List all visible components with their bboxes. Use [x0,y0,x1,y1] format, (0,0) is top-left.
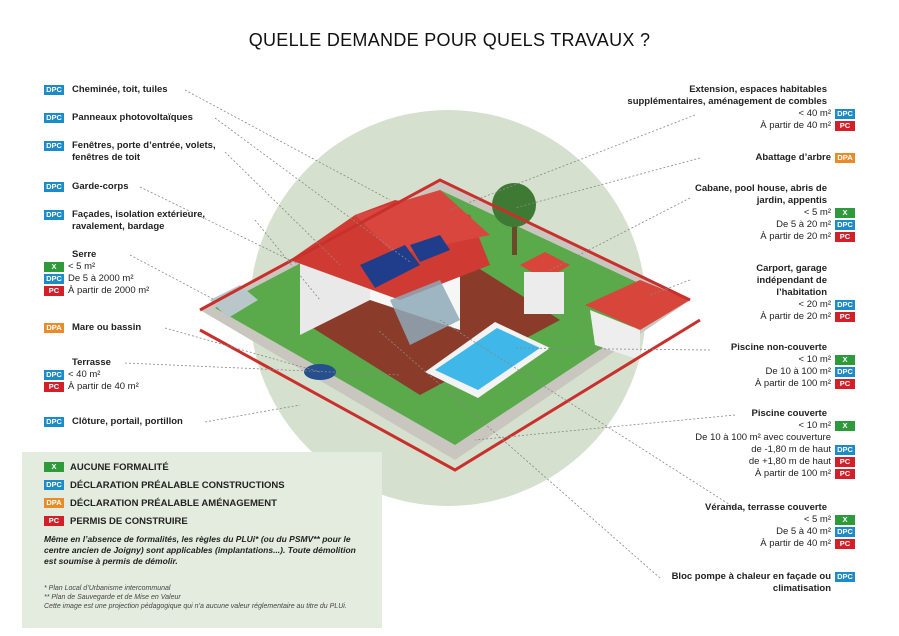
pc-badge: PC [835,232,855,242]
row-text: < 10 m² [798,354,831,365]
item-facades [44,209,264,233]
pc-badge: PC [835,539,855,549]
row-text: À partir de 40 m² [760,120,831,131]
legend-label: PERMIS DE CONSTRUIRE [70,515,188,527]
dpc-badge: DPC [835,220,855,230]
item-title: Abattage d’arbre [755,152,831,163]
item-label: Clôture, portail, portillon [72,416,183,427]
row-text: À partir de 20 m² [760,311,831,322]
page-title: QUELLE DEMANDE POUR QUELS TRAVAUX ? [248,30,651,50]
pc-badge: PC [835,121,855,131]
item-abattage [756,152,856,164]
legend-label: DÉCLARATION PRÉALABLE AMÉNAGEMENT [70,497,277,509]
dpc-badge: DPC [44,85,64,95]
item-extension [615,84,855,132]
item-mare [44,322,141,334]
row-text: De 10 à 100 m² avec couverture [695,432,831,443]
item-piscine-couverte [695,408,855,480]
item-label: Façades, isolation extérieure, ravalement, bardage [72,209,206,232]
pc-badge: PC [835,469,855,479]
row-text: À partir de 20 m² [760,231,831,242]
item-title: Piscine non-couverte [730,342,827,353]
pc-badge: PC [835,312,855,322]
item-title: Serre [72,249,97,260]
item-terrasse [44,357,139,393]
x-badge: X [835,515,855,525]
dpa-badge: DPA [44,498,64,508]
dpc-badge: DPC [835,445,855,455]
footnote: * Plan Local d’Urbanisme intercommunal [44,585,171,592]
item-cheminee [44,84,168,96]
row-text: < 10 m² [798,420,831,431]
row-text: < 5 m² [803,514,831,525]
row-text: À partir de 2000 m² [68,285,150,296]
row-text: < 40 m² [68,369,101,380]
footnote: Cette image est une projection pédagogique qui n’a aucune valeur réglementaire au titre du PLUi. [44,603,347,610]
row-text: De 5 à 2000 m² [68,273,134,284]
dpc-badge: DPC [835,527,855,537]
footnote: ** Plan de Sauvegarde et de Mise en Valeur [44,594,181,601]
item-title: Bloc pompe à chaleur en façade ou climatisation [671,571,831,594]
dpc-badge: DPC [835,109,855,119]
row-text: < 5 m² [68,261,96,272]
item-label: Mare ou bassin [72,322,142,333]
legend-note: Même en l’absence de formalités, les règles du PLUi* (ou du PSMV** pour le centre ancien de Joigny) sont applicables (implantations...). Toute démolition est soumise à permis de démolir. [44,534,356,566]
dpc-badge: DPC [44,141,64,151]
item-panneaux [44,112,193,124]
item-title: Carport, garage indépendant de l’habitation [756,263,827,298]
row-text: De 5 à 20 m² [776,219,831,230]
row-text: À partir de 100 m² [754,378,831,389]
item-serre [44,249,149,297]
legend-panel [22,452,382,628]
item-label: Fenêtres, porte d’entrée, volets, fenêtres de toit [72,140,216,163]
pc-badge: PC [44,286,64,296]
dpc-badge: DPC [44,182,64,192]
item-fenetres [44,140,234,164]
legend-label: DÉCLARATION PRÉALABLE CONSTRUCTIONS [70,479,285,491]
item-title: Extension, espaces habitables supplémentaires, aménagement de combles [627,84,827,107]
x-badge: X [44,462,64,472]
x-badge: X [835,208,855,218]
row-text: À partir de 100 m² [754,468,831,479]
row-text: < 5 m² [803,207,831,218]
item-pompe-chaleur [655,571,855,595]
x-badge: X [835,421,855,431]
item-piscine-non-couverte [731,342,855,390]
item-label: Panneaux photovoltaïques [72,112,193,123]
item-veranda [705,502,855,550]
row-text: À partir de 40 m² [760,538,831,549]
item-carport [715,263,855,323]
dpc-badge: DPC [44,210,64,220]
dpc-badge: DPC [44,480,64,490]
dpc-badge: DPC [44,370,64,380]
pc-badge: PC [835,379,855,389]
row-text: de +1,80 m de haut [748,456,831,467]
dpc-badge: DPC [44,274,64,284]
item-title: Véranda, terrasse couverte [705,502,827,513]
pc-badge: PC [44,516,64,526]
item-garde-corps [44,181,129,193]
dpc-badge: DPC [835,367,855,377]
item-label: Cheminée, toit, tuiles [72,84,168,95]
legend-label: AUCUNE FORMALITÉ [70,461,169,473]
pc-badge: PC [44,382,64,392]
row-text: À partir de 40 m² [68,381,139,392]
x-badge: X [44,262,64,272]
dpc-badge: DPC [44,113,64,123]
item-title: Piscine couverte [751,408,827,419]
row-text: < 40 m² [798,108,831,119]
dpc-badge: DPC [835,300,855,310]
item-cabane [695,183,855,243]
dpa-badge: DPA [44,323,64,333]
row-text: De 10 à 100 m² [765,366,831,377]
dpc-badge: DPC [44,417,64,427]
row-text: de -1,80 m de haut [751,444,831,455]
dpa-badge: DPA [835,153,855,163]
item-title: Terrasse [72,357,111,368]
x-badge: X [835,355,855,365]
pc-badge: PC [835,457,855,467]
row-text: < 20 m² [798,299,831,310]
item-title: Cabane, pool house, abris de jardin, appentis [695,183,827,206]
item-label: Garde-corps [72,181,129,192]
item-cloture [44,416,183,428]
dpc-badge: DPC [835,572,855,582]
row-text: De 5 à 40 m² [776,526,831,537]
